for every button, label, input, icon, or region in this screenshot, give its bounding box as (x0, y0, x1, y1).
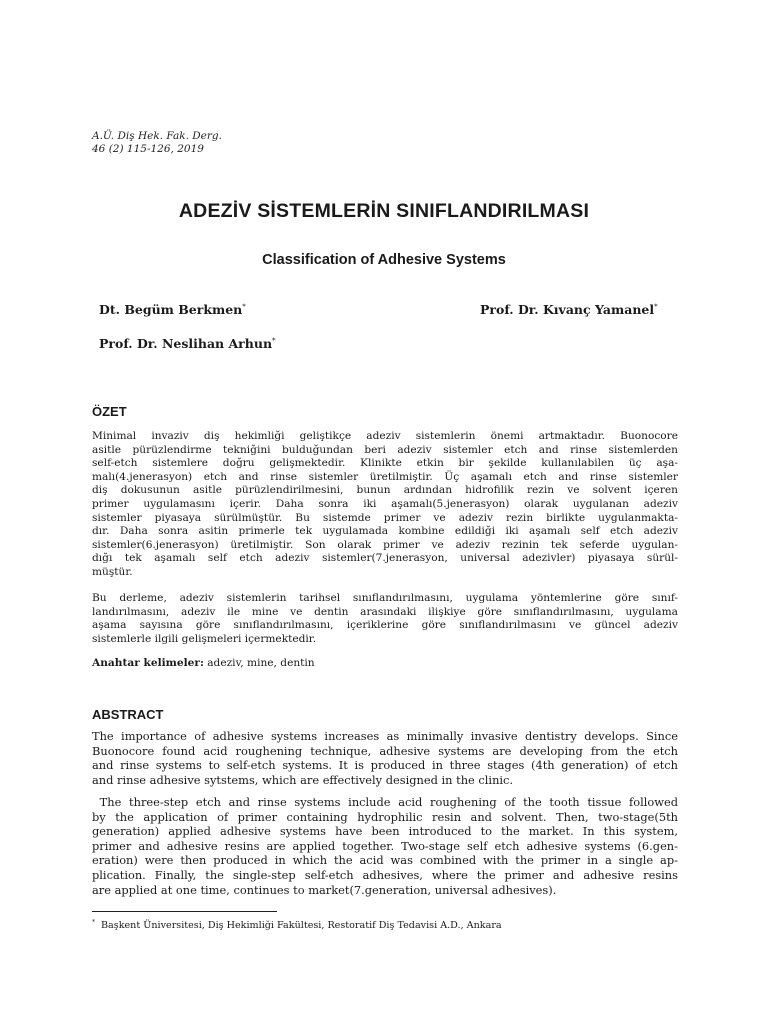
ozet-paragraph-1 (92, 430, 678, 580)
text-line: are applied at one time, continues to market(7.generation, universal adhesives). (92, 882, 557, 897)
text-line: malı(4.jenerasyon) etch and rinse sistemler üretilmiştir. Üç aşamalı etch and rinse sistemler (92, 470, 678, 483)
affiliation-mark: * (654, 302, 658, 311)
text-line: The importance of adhesive systems increases as minimally invasive dentistry develops. Since (92, 729, 678, 743)
keywords (92, 657, 315, 669)
abstract-heading: ABSTRACT (92, 707, 164, 722)
author-name: Prof. Dr. Neslihan Arhun (99, 336, 273, 351)
text-line: sistemlerle ilgili gelişmeleri içermektedir. (92, 632, 317, 645)
text-line: landırılmasını, adeziv ile mine ve dentin arasındaki ilişkiye göre sınıflandırılmasını, uygulama (92, 605, 678, 618)
text-line: dığı tek aşamalı self etch adeziv sistemler(7.jenerasyon, universal adezivler) piyasaya sürül- (92, 552, 678, 565)
author-3 (99, 336, 276, 351)
text-line: primer uygulamasını içerir. Daha sonra iki aşamalı(5.jenerasyon) olarak uygulanan adeziv (92, 497, 678, 510)
text-line: Minimal invaziv diş hekimliği geliştikçe adeziv sistemlerin önemi artmaktadır. Buonocore (92, 430, 678, 442)
ozet-paragraph-2 (92, 592, 678, 646)
text-line: by the application of primer containing hydrophilic resin and solvent. Then, two-stage(5th (92, 809, 678, 824)
text-line: The three-step etch and rinse systems include acid roughening of the tooth tissue followed (92, 795, 678, 809)
keywords-label: Anahtar kelimeler: (92, 657, 204, 669)
text-line: Buonocore found acid roughening technique, adhesive systems are developing from the etch (92, 743, 678, 758)
text-line: müştür. (92, 565, 133, 578)
footnote-mark: * (92, 919, 95, 926)
paper-subtitle: Classification of Adhesive Systems (262, 252, 506, 268)
text-line: aşama sayısına göre sınıflandırılmasını, içeriklerine göre sınıflandırılmasını ve güncel adeziv (92, 619, 678, 632)
abstract-paragraph-2 (92, 795, 678, 897)
journal-citation (92, 130, 222, 156)
abstract-paragraph-1 (92, 729, 678, 787)
text-line: self-etch sistemlere doğru gelişmektedir. Klinikte etkin bir şekilde kullanılabilen üç aşa- (92, 457, 678, 470)
footnote (92, 919, 502, 931)
paper-title: ADEZİV SİSTEMLERİN SINIFLANDIRILMASI (178, 200, 590, 222)
affiliation-mark: * (242, 302, 246, 311)
text-line: sistemler piyasaya sürülmüştür. Bu sistemde primer ve adeziv rezin birlikte uygulanmakta- (92, 511, 678, 524)
author-name: Prof. Dr. Kıvanç Yamanel (480, 302, 655, 317)
keywords-list: adeziv, mine, dentin (203, 657, 315, 669)
author-1 (99, 302, 246, 317)
author-name: Dt. Begüm Berkmen (99, 302, 243, 317)
journal-name: A.Ü. Diş Hek. Fak. Derg. (92, 130, 222, 142)
ozet-heading: ÖZET (92, 404, 127, 419)
text-line: sistemler(6.jenerasyon) üretilmiştir. Son olarak primer ve adeziv rezinin tek seferde uygulan- (92, 538, 678, 551)
text-line: plication. Finally, the single-step self-etch adhesives, where the primer and adhesive resins (92, 867, 678, 882)
text-line: diş dokusunun asitle pürüzlendirilmesini, bunun ardından hidrofilik rezin ve solvent içeren (92, 484, 678, 497)
text-line: primer and adhesive resins are applied together. Two-stage self etch adhesive systems (6.gen- (92, 838, 678, 853)
text-line: and rinse systems to self-etch systems. It is produced in three stages (4th generation) of etch (92, 758, 678, 773)
footnote-divider (92, 911, 277, 912)
affiliation-mark: * (272, 336, 276, 345)
text-line: asitle pürüzlendirme tekniğini bulduğundan beri adeziv sistemler etch and rinse sistemlerden (92, 443, 678, 456)
footnote-text: Başkent Üniversitesi, Diş Hekimliği Fakültesi, Restoratif Diş Tedavisi A.D., Ankara (101, 920, 502, 932)
text-line: generation) applied adhesive systems have been introduced to the market. In this system, (92, 824, 678, 839)
journal-volume: 46 (2) 115-126, 2019 (92, 143, 204, 155)
text-line: dır. Daha sonra asitin primerle tek uygulamada kombine edildiği iki aşamalı self etch adeziv (92, 525, 678, 538)
text-line: Bu derleme, adeziv sistemlerin tarihsel sınıflandırılmasını, uygulama yöntemlerine göre sınıf- (92, 592, 678, 604)
author-2 (480, 302, 658, 317)
text-line: and rinse adhesive sytstems, which are effectively designed in the clinic. (92, 772, 514, 787)
text-line: eration) were then produced in which the acid was combined with the primer in a single ap- (92, 853, 678, 868)
